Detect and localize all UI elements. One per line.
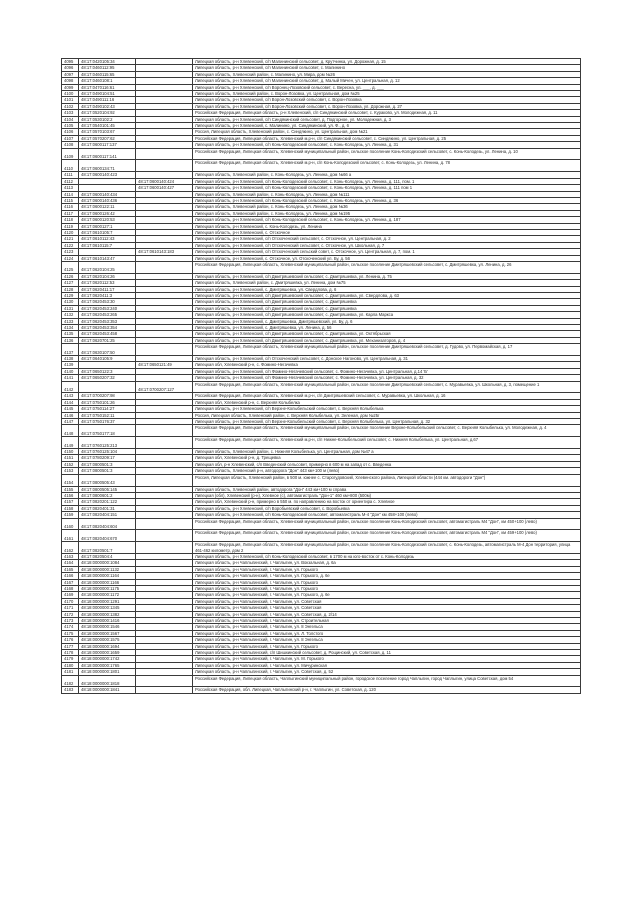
cadastral-number: 48:18:0000000:1742 xyxy=(79,656,136,662)
cadastral-number: 48:17:0620453:30 xyxy=(79,299,136,305)
address: Липецкая (обл), Хлевенский (р-н), Хлевное (с), автомагистраль "Дон-1" 460 км+800 (500м) xyxy=(193,492,581,498)
address: Липецкая область, Хлевенский район, с. Малинино, ул. Мира, дом №26 xyxy=(193,71,581,77)
row-number: 4107 xyxy=(62,135,79,141)
row-number: 4124 xyxy=(62,255,79,261)
address: Липецкая область, р-н Чаплыгинский, г. Чаплыгин, ул. Мичуринская xyxy=(193,662,581,668)
address: Липецкая область, Хлевенский р-н, автодорога "Дон" 443 км+100 м (лево) xyxy=(193,468,581,474)
row-number: 4153 xyxy=(62,468,79,474)
cadastral-number: 48:17:0620453:265 xyxy=(79,312,136,318)
address: Липецкая область, р-н Хлевенский, с/п Конь-Колодезский сельсовет, автомагистраль М-4 "Дон" км 458+100 (лево) xyxy=(193,512,581,518)
cadastral-number: 48:18:0000000:1084 xyxy=(79,560,136,566)
table-row xyxy=(62,344,581,356)
row-number: 4137 xyxy=(62,344,79,356)
address: Российская Федерация, Липецкая область, Хлевенский м.р-н, с/п Нижне-Колыбельский сельсовет, с. Нижняя Колыбелька, ул. Центральная, д.67 xyxy=(193,437,581,449)
cadastral-number: 48:17:0470116:61 xyxy=(79,84,136,90)
row-number: 4158 xyxy=(62,505,79,511)
cadastral-number: 48:18:0000000:1567 xyxy=(79,630,136,636)
address: Липецкая обл, Хлевенский р-н, д. Трещевка xyxy=(193,455,581,461)
cadastral-number: 48:17:0750177:18 xyxy=(79,425,136,437)
address: Российская Федерация, Липецкая область, Хлевенский муниципальный район, сельское поселение Дмитряшевский сельсовет, д. Гудово, ул. Первомайская, д. 17 xyxy=(193,344,581,356)
row-number: 4148 xyxy=(62,425,79,437)
cadastral-number: 48:17:0460115:65 xyxy=(79,71,136,77)
cadastral-number: 48:17:0620104:26 xyxy=(79,273,136,279)
premises-cadastral-number xyxy=(136,437,193,449)
premises-cadastral-number xyxy=(136,160,193,172)
address: Липецкая область, р-н Хлевенский, с. Дмитряшевка, ул. Свердлова, д. 6 xyxy=(193,286,581,292)
row-number: 4115 xyxy=(62,197,79,203)
cadastral-number: 48:17:0820501:7 xyxy=(79,542,136,554)
address: Российская Федерация, Липецкая область, Хлевенский муниципальный район, сельское поселение Конь-Колодезский сельсовет, автомагистраль М4 "Дон", км 450+100 (лево) xyxy=(193,518,581,530)
row-number: 4146 xyxy=(62,412,79,418)
premises-cadastral-number xyxy=(136,687,193,693)
table-row xyxy=(62,261,581,273)
cadastral-number: 48:17:0620411:17 xyxy=(79,286,136,292)
cadastral-number: 48:17:0640105:9 xyxy=(79,356,136,362)
cadastral-number: 48:17:0530102:2 xyxy=(79,116,136,122)
address: Липецкая область, Хлевенский район, с. Конь-Колодезь, ул. Ленина, дом №195 xyxy=(193,210,581,216)
cadastral-number: 48:17:0490111:16 xyxy=(79,97,136,103)
cadastral-number: 48:17:0460108:1 xyxy=(79,78,136,84)
row-number: 4108 xyxy=(62,142,79,148)
row-number: 4174 xyxy=(62,624,79,630)
address: Российская Федерация, Липецкая область, Хлевенский муниципальный район, сельское поселение Конь-Колодезский сельсовет, автомагистраль М4 "Дон", км 459+100 (лево) xyxy=(193,530,581,542)
address: Липецкая область, р-н Хлевенский, с/п Дмитряшевский сельсовет, с. Дмитряшевка xyxy=(193,305,581,311)
row-number: 4169 xyxy=(62,592,79,598)
address: Липецкая область, р-н Хлевенский, с/п Дмитряшевский сельсовет, с. Дмитряшевка, ул. Ленина, д. 75 xyxy=(193,273,581,279)
cadastral-number: 48:17:0600122:11 xyxy=(79,204,136,210)
cadastral-number: 48:17:0620453:240 xyxy=(79,305,136,311)
address: Липецкая область, Хлевенский район, с. Конь-Колодезь, ул. Ленина, дом №36 xyxy=(193,204,581,210)
cadastral-number xyxy=(79,381,136,393)
address: Российская Федерация, Липецкая область, Хлевенский муниципальный район, сельское поселение Верхне-Колыбельский сельсовет, с. Верхняя Колыбелька, ул. Молодежная, д. 4 xyxy=(193,425,581,437)
cadastral-number: 48:17:0650207:32 xyxy=(79,375,136,381)
address: Липецкая область, р-н Чаплыгинский, г. Чаплыгин, ул. Вокзальная, д. 6а xyxy=(193,560,581,566)
address: Липецкая обл, Хлевенский р-н, с. Фомино-Негачевка xyxy=(193,362,581,368)
row-number: 4097 xyxy=(62,71,79,77)
address: Липецкая область, Хлевенский район, с. Ворон-Лозовка, ул. Центральная, дом №25 xyxy=(193,91,581,97)
row-number: 4103 xyxy=(62,110,79,116)
address: Российская Федерация, Липецкая область, Хлевенский м.р-н, с/п Дмитряшевский сельсовет, с. Муравьевка, ул. Школьная, д. 16 xyxy=(193,393,581,399)
cadastral-number: 48:17:0600117:137 xyxy=(79,142,136,148)
row-number: 4171 xyxy=(62,605,79,611)
row-number: 4173 xyxy=(62,618,79,624)
row-number: 4140 xyxy=(62,368,79,374)
address: Российская Федерация, Липецкая область, Хлевенский муниципальный район, сельское поселение Дмитряшевский сельсовет, с. Муравьевка, ул. Школьная, д. 3, помещение 1 xyxy=(193,381,581,393)
address: Липецкая область, р-н Хлевенский, с/п Верхне-Колыбельский сельсовет, с. Верхняя Колыбелька, ул. Центральная, д. 32 xyxy=(193,419,581,425)
cadastral-number: 48:17:0490104:51 xyxy=(79,91,136,97)
address: Липецкая область, р-н Хлевенский, с. Малинино, ул. Синдякинский, ул. Ф., д. 6 xyxy=(193,123,581,129)
cadastral-number: 48:17:0820404:151 xyxy=(79,512,136,518)
row-number: 4130 xyxy=(62,299,79,305)
row-number: 4161 xyxy=(62,530,79,542)
cadastral-number: 48:17:0800505:145 xyxy=(79,486,136,492)
cadastral-number: 48:17:0820404:670 xyxy=(79,530,136,542)
address: Липецкая область, р-н Хлевенский, с/п Конь-Колодезский сельсовет, с. Конь-Колодезь, ул. Ленина, д. 31 xyxy=(193,142,581,148)
premises-cadastral-number xyxy=(136,344,193,356)
address: Российская Федерация, Липецкая область, Хлевенский муниципальный район, сельское поселение Конь-Колодезский сельсовет, с. Конь-Колодезь, автомагистраль М-4 Дон территория, улица 461-462 километр, дом 2 xyxy=(193,542,581,554)
address: Липецкая область, р-н Хлевенский, с/п Синдякинский сельсовет, д. Подгорное, ул. Молодежная, д. 3 xyxy=(193,116,581,122)
row-number: 4109 xyxy=(62,148,79,160)
row-number: 4116 xyxy=(62,204,79,210)
row-number: 4114 xyxy=(62,191,79,197)
row-number: 4178 xyxy=(62,650,79,656)
cadastral-number: 48:17:0540101:45 xyxy=(79,123,136,129)
address: Липецкая область, р-н Хлевенский, с/п Отскоченский сельсовет, с. Отскочное, ул. Центральная, д. 2 xyxy=(193,236,581,242)
cadastral-number: 48:18:0000000:1818 xyxy=(79,675,136,687)
cadastral-number: 48:17:0760125:213 xyxy=(79,437,136,449)
table-row xyxy=(62,687,581,693)
row-number: 4127 xyxy=(62,280,79,286)
address: Липецкая область, р-н Хлевенский, с/п Конь-Колодезский сельсовет, с. Конь-Колодезь, ул. Ленина, д. 187 xyxy=(193,217,581,223)
address: Липецкая обл, Хлевенский р-н, с. Верхняя Колыбелка xyxy=(193,399,581,405)
premises-cadastral-number: 48:17:0650121:49 xyxy=(136,362,193,368)
address: Липецкая область, р-н Хлевенский, с/п Дмитряшевский сельсовет, с. Дмитряшевка xyxy=(193,299,581,305)
address: Липецкая область, р-н Чаплыгинский, г. Чаплыгин, ул. Горького xyxy=(193,585,581,591)
cadastral-number: 48:17:0600120:53 xyxy=(79,217,136,223)
address: Липецкая область, р-н Чаплыгинский, г. Чаплыгин, ул. 8 Энгельса xyxy=(193,624,581,630)
register-table xyxy=(61,58,581,694)
row-number: 4151 xyxy=(62,455,79,461)
cadastral-number: 48:17:0700207:98 xyxy=(79,393,136,399)
address: Россия, Липецкая область, Хлевенский район, с. Верхняя Колыбелька, ул. Зеленая, дом №25г xyxy=(193,412,581,418)
row-number: 4138 xyxy=(62,356,79,362)
row-number: 4123 xyxy=(62,249,79,255)
row-number: 4112 xyxy=(62,178,79,184)
cadastral-number: 48:17:0750114:27 xyxy=(79,406,136,412)
cadastral-number: 48:17:0650122:3 xyxy=(79,368,136,374)
address: Липецкая область, р-н Хлевенский, с/п Верхне-Колыбельский сельсовет, с. Верхняя Колыбелька xyxy=(193,406,581,412)
row-number: 4122 xyxy=(62,242,79,248)
address: Липецкая область, р-н Чаплыгинский, г. Чаплыгин, ул. 8 Энгельса xyxy=(193,637,581,643)
address: Липецкая область, р-н Хлевенский, с/п Воробьевский сельсовет, с. Воробьевка xyxy=(193,505,581,511)
premises-cadastral-number xyxy=(136,148,193,160)
address: Липецкая область, р-н Хлевенский, с. Отскочное, ул. Отскоченский ул. Бу, д. 56 xyxy=(193,255,581,261)
premises-cadastral-number: 48:17:0600140:427 xyxy=(136,185,193,191)
address: Липецкая область, р-н Хлевенский, с/п Отскоченский сельский совет, с. Отскочное, ул. Центральная, д. 7, пом. 1 xyxy=(193,249,581,255)
row-number: 4134 xyxy=(62,325,79,331)
cadastral-number: 48:18:0000000:1801 xyxy=(79,669,136,675)
cadastral-number: 48:17:0750176:37 xyxy=(79,419,136,425)
cadastral-number: 48:17:0600127:1 xyxy=(79,223,136,229)
row-number: 4179 xyxy=(62,656,79,662)
cadastral-number: 48:17:0800501:3 xyxy=(79,468,136,474)
row-number: 4180 xyxy=(62,662,79,668)
row-number: 4110 xyxy=(62,160,79,172)
cadastral-number: 48:17:0490102:43 xyxy=(79,103,136,109)
cadastral-number: 48:18:0000000:1416 xyxy=(79,618,136,624)
cadastral-number: 48:17:0620453:458 xyxy=(79,331,136,337)
address: Липецкая область, р-н Хлевенский, с/п Ворон-Лозовский сельсовет, с. Ворон-Лозовка, ул. Дорожная, д. 27 xyxy=(193,103,581,109)
address: Россия, Липецкая область, Хлевенский район, в 500 м. южнее с. Старогудовский, Хлевенского района, Липецкой области (444 км. автодороги "Дон") xyxy=(193,474,581,486)
row-number: 4157 xyxy=(62,499,79,505)
row-number: 4132 xyxy=(62,312,79,318)
cadastral-number: 48:17:0800601:2 xyxy=(79,492,136,498)
address: Липецкая область, р-н Хлевенский, с/п Малининский сельсовет, д. Крутчинка, ул. Дорожная, д. 15 xyxy=(193,59,581,65)
address: Российская Федерация, Липецкая область, Хлевенский м.р-н, с/п Конь-Колодезский сельсовет, с. Конь-Колодезь, ул. Ленина, д. 78 xyxy=(193,160,581,172)
cadastral-number: 48:17:0820404:604 xyxy=(79,518,136,530)
table-row xyxy=(62,381,581,393)
row-number: 4147 xyxy=(62,419,79,425)
address: Липецкая область, р-н Хлевенский, с/п Воронец-Лозовский сельсовет, с. Вересна, ул. ___, д. ___ xyxy=(193,84,581,90)
row-number: 4128 xyxy=(62,286,79,292)
row-number: 4164 xyxy=(62,560,79,566)
table-row xyxy=(62,542,581,554)
address: Липецкая область, р-н Чаплыгинский, г. Чаплыгин, ул. Советская, д. 52 xyxy=(193,669,581,675)
row-number: 4125 xyxy=(62,261,79,273)
table-row xyxy=(62,425,581,437)
row-number: 4126 xyxy=(62,273,79,279)
cadastral-number: 48:17:0780209:17 xyxy=(79,455,136,461)
table-row xyxy=(62,160,581,172)
table-row xyxy=(62,518,581,530)
cadastral-number: 48:17:0570207:62 xyxy=(79,135,136,141)
address: Липецкая область, р-н Чаплыгинский, г. Чаплыгин, ул. Горького, д. 6е xyxy=(193,573,581,579)
address: Липецкая область, р-н Чаплыгинский, г. Чаплыгин, ул. Строительная xyxy=(193,618,581,624)
row-number: 4168 xyxy=(62,585,79,591)
row-number: 4177 xyxy=(62,643,79,649)
cadastral-number: 48:18:0000000:1166 xyxy=(79,579,136,585)
premises-cadastral-number xyxy=(136,518,193,530)
cadastral-number: 48:17:0760125:104 xyxy=(79,449,136,455)
cadastral-number: 48:17:0750152:11 xyxy=(79,412,136,418)
row-number: 4100 xyxy=(62,91,79,97)
row-number: 4142 xyxy=(62,381,79,393)
cadastral-number: 48:17:0820201:122 xyxy=(79,499,136,505)
address: Липецкая область, р-н Чаплыгинский, г. Чаплыгин, ул. Советская xyxy=(193,598,581,604)
address: Липецкая область, р-н Чаплыгинский, г. Чаплыгин, ул. Советская, д. 2/14 xyxy=(193,611,581,617)
row-number: 4166 xyxy=(62,573,79,579)
cadastral-number: 48:17:0610112:43 xyxy=(79,236,136,242)
address: Липецкая область, р-н Хлевенский, с/п Отскоченский сельсовет, с. Отскочное, ул. Школьная, д. 7 xyxy=(193,242,581,248)
row-number: 4120 xyxy=(62,229,79,235)
address: Российская Федерация, обл. Липецкая, Чаплыгинский р-н, г. Чаплыгин, ул. Советская, д. 120 xyxy=(193,687,581,693)
cadastral-number: 48:17:0620411:3 xyxy=(79,292,136,298)
cadastral-number: 48:17:0620112:53 xyxy=(79,280,136,286)
address: Липецкая область, р-н Хлевенский, с/п Конь-Колодезский сельсовет, с. Конь-Колодезь, ул. Ленина, д. 111, пом. 1 xyxy=(193,178,581,184)
cadastral-number: 48:18:0000000:1164 xyxy=(79,573,136,579)
row-number: 4162 xyxy=(62,542,79,554)
row-number: 4165 xyxy=(62,566,79,572)
cadastral-number: 48:17:0750101:26 xyxy=(79,399,136,405)
row-number: 4156 xyxy=(62,492,79,498)
address: Липецкая область, р-н Хлевенский, с. Дмитряшевка, Дмитряшевский, ул. Бу, д. 6 xyxy=(193,318,581,324)
row-number: 4106 xyxy=(62,129,79,135)
cadastral-number: 48:18:0000000:1765 xyxy=(79,662,136,668)
address: Российская Федерация, Липецкая область, Хлевенский муниципальный район, сельское поселение Конь-Колодезский сельсовет, с. Конь-Колодезь, ул. Ленина, д. 10 xyxy=(193,148,581,160)
cadastral-number: 48:18:0000000:1575 xyxy=(79,637,136,643)
row-number: 4113 xyxy=(62,185,79,191)
row-number: 4105 xyxy=(62,123,79,129)
cadastral-number: 48:17:0600126:42 xyxy=(79,210,136,216)
address: Липецкая область, р-н Чаплыгинский, г. Чаплыгин, ул. М. Горького xyxy=(193,656,581,662)
row-number: 4176 xyxy=(62,637,79,643)
row-number: 4154 xyxy=(62,474,79,486)
address: Липецкая область, р-н Хлевенский, с/п Дмитряшевский сельсовет, с. Дмитряшевка, ул. Механизаторов, д. 4 xyxy=(193,337,581,343)
row-number: 4136 xyxy=(62,337,79,343)
row-number: 4149 xyxy=(62,437,79,449)
table-row xyxy=(62,530,581,542)
address: Липецкая область, р-н Хлевенский, с/п Малининский сельсовет, д. Малый Мичен, ул. Центральная, д. 12 xyxy=(193,78,581,84)
premises-cadastral-number: 48:17:0600140:424 xyxy=(136,178,193,184)
cadastral-number: 48:18:0000000:1546 xyxy=(79,624,136,630)
cadastral-number: 48:17:0600134:71 xyxy=(79,160,136,172)
cadastral-number: 48:17:0820504:4 xyxy=(79,553,136,559)
row-number: 4175 xyxy=(62,630,79,636)
cadastral-number: 48:17:0610143:47 xyxy=(79,255,136,261)
address: Липецкая область, р-н Хлевенский, с/п Конь-Колодезский сельсовет, с. Конь-Колодезь, ул. Ленина, д. 36 xyxy=(193,197,581,203)
address: Липецкая область, р-н Хлевенский, с. Конь-Колодезь, ул. Ленина xyxy=(193,223,581,229)
address: Российская Федерация, Липецкая область, Хлевенский муниципальный район, сельское поселение Дмитряшевский сельсовет, с. Дмитряшевка, ул. Ленина, д. 26 xyxy=(193,261,581,273)
address: Липецкая область, Хлевенский район, с. Нижняя Колыбелька, ул. Центральная, дом №47 а xyxy=(193,449,581,455)
row-number: 4119 xyxy=(62,223,79,229)
premises-cadastral-number xyxy=(136,675,193,687)
cadastral-number: 48:17:0570103:67 xyxy=(79,129,136,135)
address: Липецкая область, р-н Чаплыгинский, г. Чаплыгин, ул. Горького xyxy=(193,579,581,585)
premises-cadastral-number xyxy=(136,261,193,273)
row-number: 4118 xyxy=(62,217,79,223)
row-number: 4117 xyxy=(62,210,79,216)
address: Липецкая область, р-н Хлевенский, с/п Малининский сельсовет, с. Малинино xyxy=(193,65,581,71)
address: Липецкая область, р-н Хлевенский, с/п Ворон-Лозовский сельсовет, с. Ворон-Лозовка xyxy=(193,97,581,103)
address: Липецкая область, р-н Хлевенский, с/п Фомино-Негачевский сельсовет, с. Фомино-Негачевка, ул. Центральная, д. 32 xyxy=(193,375,581,381)
cadastral-number: 48:18:0000000:1345 xyxy=(79,605,136,611)
address: Липецкая область, р-н Чаплыгинский, г. Чаплыгин, ул. Советская xyxy=(193,605,581,611)
row-number: 4172 xyxy=(62,611,79,617)
row-number: 4170 xyxy=(62,598,79,604)
address: Липецкая область, р-н Чаплыгинский, г. Чаплыгин, ул. Горького xyxy=(193,566,581,572)
cadastral-number: 48:17:0620453:354 xyxy=(79,325,136,331)
address: Липецкая область, р-н Хлевенский, с/п Дмитряшевский сельсовет, с. Дмитряшевка, ул. Карла Маркса xyxy=(193,312,581,318)
row-number: 4101 xyxy=(62,97,79,103)
address: Липецкая область, р-н Хлевенский, с. Отскочное xyxy=(193,229,581,235)
premises-cadastral-number xyxy=(136,542,193,554)
cadastral-number: 48:17:0600140:434 xyxy=(79,191,136,197)
address: Липецкая область, р-н Хлевенский, с/п Конь-Колодезский сельсовет, с. Конь-Колодезь, ул. Ленина, д. 111 пом 1 xyxy=(193,185,581,191)
row-number: 4160 xyxy=(62,518,79,530)
row-number: 4143 xyxy=(62,393,79,399)
row-number: 4121 xyxy=(62,236,79,242)
cadastral-number: 48:18:0000000:1694 xyxy=(79,643,136,649)
cadastral-number: 48:17:0620104:25 xyxy=(79,261,136,273)
cadastral-number: 48:17:0620701:25 xyxy=(79,337,136,343)
address: Липецкая область, Хлевенский район, с. Конь-Колодезь, ул. Ленина, дом №66 а xyxy=(193,172,581,178)
cadastral-number: 48:17:0600140:436 xyxy=(79,197,136,203)
cadastral-number: 48:18:0000000:1172 xyxy=(79,592,136,598)
cadastral-number: 48:17:0800501:3 xyxy=(79,461,136,467)
address: Российская Федерация, Липецкая область, Чаплыгинский муниципальный район, городское поселение город Чаплыгин, город Чаплыгин, улица Советская, дом 54 xyxy=(193,675,581,687)
row-number: 4167 xyxy=(62,579,79,585)
address: Липецкая область, р-н Хлевенский, с/п Фомино-Негачевский сельсовет, с. Фомино-Негачевка, ул. Центральная, д.14 'Б' xyxy=(193,368,581,374)
row-number: 4099 xyxy=(62,84,79,90)
cadastral-number: 48:17:0600140:423 xyxy=(79,172,136,178)
row-number: 4145 xyxy=(62,406,79,412)
row-number: 4104 xyxy=(62,116,79,122)
row-number: 4102 xyxy=(62,103,79,109)
row-number: 4131 xyxy=(62,305,79,311)
address: Липецкая область, Хлевенский район, автодорога "Дон" 443 км+100 м справа xyxy=(193,486,581,492)
row-number: 4139 xyxy=(62,362,79,368)
address: Липецкая область, Хлевенский район, с. Дмитряшевка, ул. Ленина, дом №75 xyxy=(193,280,581,286)
address: Липецкая область, р-н Чаплыгинский, г. Чаплыгин, ул. Горького xyxy=(193,643,581,649)
cadastral-number: 48:17:0520104:92 xyxy=(79,110,136,116)
premises-cadastral-number xyxy=(136,530,193,542)
row-number: 4181 xyxy=(62,669,79,675)
premises-cadastral-number: 48:17:0610143:183 xyxy=(136,249,193,255)
premises-cadastral-number xyxy=(136,425,193,437)
row-number: 4159 xyxy=(62,512,79,518)
premises-cadastral-number: 48:17:0700207:127 xyxy=(136,381,193,393)
cadastral-number: 48:17:0800505:43 xyxy=(79,474,136,486)
row-number: 4155 xyxy=(62,486,79,492)
address: Липецкая область, р-н Хлевенский, с/п Конь-Колодезский сельсовет, в 1700 м на юго-восток от с. Конь-Колодезь xyxy=(193,553,581,559)
row-number: 4133 xyxy=(62,318,79,324)
address: Липецкая область, р-н Хлевенский, с/п Дмитряшевский сельсовет, с. Дмитряшевка, ул. Свердлова, д. 63 xyxy=(193,292,581,298)
row-number: 4152 xyxy=(62,461,79,467)
row-number: 4150 xyxy=(62,449,79,455)
row-number: 4096 xyxy=(62,65,79,71)
cadastral-number: 48:17:0620453:353 xyxy=(79,318,136,324)
cadastral-number: 48:17:0460112:95 xyxy=(79,65,136,71)
address: Липецкая область, р-н Чаплыгинский, г. Чаплыгин, ул. Горького, д. 6е xyxy=(193,592,581,598)
table-row xyxy=(62,474,581,486)
address: Липецкая область, Хлевенский район, с. Конь-Колодезь, ул. Ленина, дом №111 xyxy=(193,191,581,197)
cadastral-number: 48:17:0630107:50 xyxy=(79,344,136,356)
address: Липецкая область, р-н Хлевенский, с/п Дмитряшевский сельсовет, с. Дмитряшевка, ул. Октябрьская xyxy=(193,331,581,337)
address: Липецкая область, р-н Чаплыгинский, г. Чаплыгин, ул. Л. Толстого xyxy=(193,630,581,636)
cadastral-number: 48:17:0420105:34 xyxy=(79,59,136,65)
address: Российская Федерация, Липецкая область, Хлевенский м.р-н, с/п Синдякинский сельсовет, с. Синдякино, ул. Центральная, д. 25 xyxy=(193,135,581,141)
cadastral-number: 48:17:0820401:31 xyxy=(79,505,136,511)
register-table-body xyxy=(62,59,581,694)
address: Липецкая область, р-н Чаплыгинский, с/п Шишкинский сельсовет, д. Рощинский, ул. Советская, д. 11 xyxy=(193,650,581,656)
row-number: 4129 xyxy=(62,292,79,298)
address: Липецкая обл, р-н Хлевенский, с/п Введенский сельсовет, примерно в 600 м на запад от с. Введенка xyxy=(193,461,581,467)
row-number: 4111 xyxy=(62,172,79,178)
address: Липецкая область, р-н Хлевенский, с. Дмитряшевка, ул. Ленина, д. 56 xyxy=(193,325,581,331)
address: Россия, Липецкая область, Хлевенский район, с. Синдякино, ул. Центральная, дом №21 xyxy=(193,129,581,135)
table-row xyxy=(62,675,581,687)
row-number: 4098 xyxy=(62,78,79,84)
row-number: 4182 xyxy=(62,675,79,687)
row-number: 4135 xyxy=(62,331,79,337)
table-row xyxy=(62,437,581,449)
cadastral-number: 48:17:0600117:141 xyxy=(79,148,136,160)
cadastral-number: 48:18:0000000:1659 xyxy=(79,650,136,656)
cadastral-number: 48:18:0000000:1841 xyxy=(79,687,136,693)
address: Российская Федерация, Липецкая область, р-н Хлевенский, с/п Синдякинский сельсовет, с. Кураково, ул. Молодежная, д. 11 xyxy=(193,110,581,116)
table-row xyxy=(62,148,581,160)
address: Липецкая область, р-н Хлевенский, с/п Отскоченский сельсовет, с. Донское Нагоново, ул. Центральная, д. 31 xyxy=(193,356,581,362)
row-number: 4183 xyxy=(62,687,79,693)
row-number: 4144 xyxy=(62,399,79,405)
cadastral-number: 48:18:0000000:1175 xyxy=(79,585,136,591)
cadastral-number: 48:18:0000000:1132 xyxy=(79,566,136,572)
cadastral-number: 48:18:0000000:1291 xyxy=(79,598,136,604)
cadastral-number: 48:17:0610105:7 xyxy=(79,229,136,235)
row-number: 4141 xyxy=(62,375,79,381)
row-number: 4095 xyxy=(62,59,79,65)
premises-cadastral-number xyxy=(136,474,193,486)
row-number: 4163 xyxy=(62,553,79,559)
cadastral-number: 48:17:0610115:7 xyxy=(79,242,136,248)
address: Липецкая обл, Хлевенский р-н, примерно в 550 м. по направлению на восток от ориентира с. Хлевное xyxy=(193,499,581,505)
cadastral-number: 48:18:0000000:1382 xyxy=(79,611,136,617)
